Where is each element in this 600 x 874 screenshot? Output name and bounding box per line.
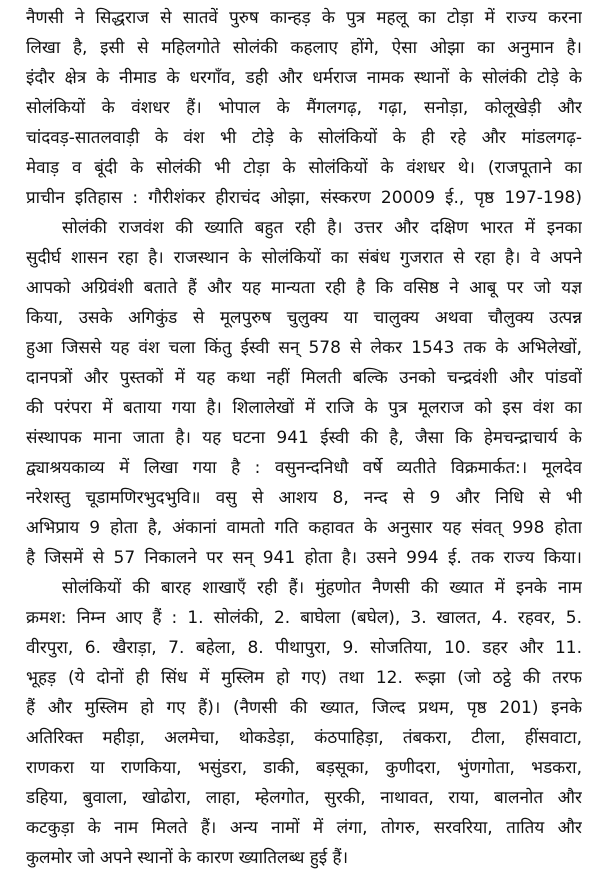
text-line: अतिरिक्त महीड़ा, अलमेचा, थोकडेड़ा, कंठपाहिड़ा, तंबकरा, टीला, हींसवाटा,: [26, 728, 582, 748]
text-line: कुलमोर जो अपने स्थानों के कारण ख्यातिलब्ध हुई हैं।: [26, 848, 349, 868]
text-line: इंदौर क्षेत्र के नीमाड के धरगाँव, डही और धर्मराज नामक स्थानों के सोलंकी टोड़े के: [26, 68, 582, 88]
text-line: कटकुड़ा के नाम मिलते हैं। अन्य नामों में लंगा, तोगरु, सरवरिया, तातिय और: [26, 818, 582, 838]
text-line: है जिसमें से 57 निकालने पर सन् 941 होता है। उसने 994 ई. तक राज्य किया।: [26, 548, 582, 568]
text-line: वीरपुरा, 6. खैराड़ा, 7. बहेला, 8. पीथापुरा, 9. सोजतिया, 10. डहर और 11.: [26, 638, 582, 658]
text-line: सुदीर्घ शासन रहा है। राजस्थान के सोलंकियों का संबंध गुजरात से रहा है। वे अपने: [26, 248, 582, 268]
text-line: क्रमश: निम्न आए हैं : 1. सोलंकी, 2. बाघेला (बघेल), 3. खालत, 4. रहवर, 5.: [26, 608, 582, 628]
text-line: सोलंकियों की बारह शाखाएँ रही हैं। मुंहणोत नैणसी की ख्यात में इनके नाम: [62, 578, 582, 598]
text-line: नैणसी ने सिद्धराज से सातवें पुरुष कान्हड़ के पुत्र महलू का टोड़ा में राज्य करना: [26, 8, 582, 28]
text-line: किया, उसके अगिकुंड से मूलपुरुष चुलुक्य या चालुक्य अथवा चौलुक्य उत्पन्न: [26, 308, 582, 328]
text-line: की परंपरा में बताया गया है। शिलालेखों में राजि के पुत्र मूलराज को इस वंश का: [26, 398, 582, 418]
text-line: द्व्याश्रयकाव्य में लिखा गया है : वसुनन्दनिधौ वर्षे व्यतीते विक्रमार्कत:। मूलदेव: [26, 458, 582, 478]
text-line: दानपत्रों और पुस्तकों में यह कथा नहीं मिलती बल्कि उनको चन्द्रवंशी और पांडवों: [26, 368, 582, 388]
text-line: भूहड़ (ये दोनों ही सिंध में मुस्लिम हो गए) तथा 12. रूझा (जो ठट्ठे की तरफ: [26, 668, 582, 688]
text-line: सोलंकियों के वंशधर हैं। भोपाल के मैंगलगढ़, गढ़ा, सनोड़ा, कोलूखेड़ी और: [26, 98, 582, 118]
text-line: हैं और मुस्लिम हो गए हैं)। (नैणसी की ख्यात, जिल्द प्रथम, पृष्ठ 201) इनके: [26, 698, 582, 718]
text-line: नरेशस्तु चूडामणिरभुदभुवि॥ वसु से आशय 8, नन्द से 9 और निधि से भी: [26, 488, 582, 508]
text-line: राणकरा या राणकिया, भसुंडरा, डाकी, बड़सूका, कुणीदरा, भुंणगोता, भडकरा,: [26, 758, 582, 778]
text-line: हुआ जिससे यह वंश चला किंतु ईस्वी सन् 578 से लेकर 1543 तक के अभिलेखों,: [26, 338, 582, 358]
text-line: प्राचीन इतिहास : गौरीशंकर हीराचंद ओझा, संस्करण 20009 ई., पृष्ठ 197-198): [26, 188, 582, 208]
text-line: सोलंकी राजवंश की ख्याति बहुत रही है। उत्तर और दक्षिण भारत में इनका: [62, 218, 582, 238]
text-line: लिखा है, इसी से महिलगोते सोलंकी कहलाए होंगे, ऐसा ओझा का अनुमान है।: [26, 38, 582, 58]
text-line: चांदवड़-सातलवाड़ी के वंश भी टोड़े के सोलंकियों के ही रहे और मांडलगढ़-: [26, 128, 582, 148]
text-line: डहिया, बुवाला, खोढोरा, लाहा, म्हेलगोत, सुरकी, नाथावत, राया, बालनोत और: [26, 788, 582, 808]
text-line: मेवाड़ व बूंदी के सोलंकी भी टोड़ा के सोलंकियों के वंशधर थे। (राजपूताने का: [26, 158, 582, 178]
text-line: आपको अग्रिवंशी बताते हैं और यह मान्यता रही है कि वसिष्ठ ने आबू पर जो यज्ञ: [26, 278, 582, 298]
text-line: संस्थापक माना जाता है। यह घटना 941 ईस्वी की है, जैसा कि हेमचन्द्राचार्य के: [26, 428, 582, 448]
text-line: अभिप्राय 9 होता है, अंकानां वामतो गति कहावत के अनुसार यह संवत् 998 होता: [26, 518, 582, 538]
